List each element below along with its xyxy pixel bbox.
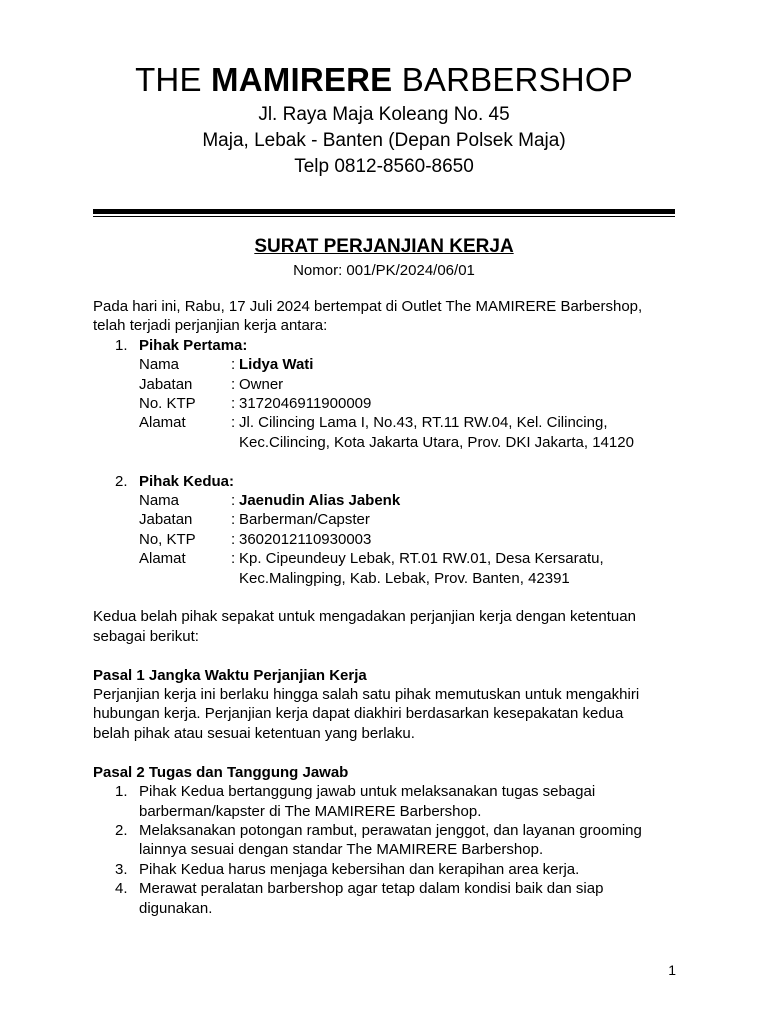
intro-line-2: telah terjadi perjanjian kerja antara: [93,317,328,335]
address-line-1: Jl. Raya Maja Koleang No. 45 [258,104,510,125]
address-line-2: Maja, Lebak - Banten (Depan Polsek Maja) [202,130,566,151]
intro-line-1: Pada hari ini, Rabu, 17 Juli 2024 bertempat di Outlet The MAMIRERE Barbershop, [93,298,643,315]
field-row: Alamat : Jl. Cilincing Lama I, No.43, RT.11 RW.04, Kel. Cilincing, [93,413,683,432]
agreement-line-1: Kedua belah pihak sepakat untuk mengadakan perjanjian kerja dengan ketentuan [93,608,636,626]
phone-number: Telp 0812-8560-8650 [294,156,474,177]
field-key: Alamat [139,550,186,568]
pasal-1-line: Perjanjian kerja ini berlaku hingga salah satu pihak memutuskan untuk mengakhiri [93,686,640,704]
field-row: Jabatan : Barberman/Capster [93,510,683,529]
document-body [93,297,683,918]
field-key: No. KTP [139,395,196,413]
party-label: Pihak Kedua: [139,472,235,490]
pasal-1-heading: Pasal 1 Jangka Waktu Perjanjian Kerja [93,666,367,684]
party-label: Pihak Pertama: [139,336,248,354]
field-key: Nama [139,356,180,374]
field-key: Jabatan [139,511,193,529]
pasal-2-heading: Pasal 2 Tugas dan Tanggung Jawab [93,763,349,781]
party-number: 2. [115,472,128,490]
field-row: No. KTP : 3172046911900009 [93,394,683,413]
field-key: No, KTP [139,530,196,548]
document-number: Nomor: 001/PK/2024/06/01 [293,262,475,279]
field-row: Nama : Jaenudin Alias Jabenk [93,491,683,510]
party-first [93,336,683,452]
field-row: Alamat : Kp. Cipeundeuy Lebak, RT.01 RW.01, Desa Kersaratu, [93,549,683,568]
list-item: 1. Pihak Kedua bertanggung jawab untuk melaksanakan tugas sebagai barberman/kapster di The MAMIRERE Barbershop. [115,783,596,820]
header-divider-thin [93,216,675,217]
party-number: 1. [115,336,128,354]
pasal-1-line: hubungan kerja. Perjanjian kerja dapat diakhiri berdasarkan kesepakatan kedua [93,705,624,723]
field-key: Alamat [139,414,186,432]
list-item: 3. Pihak Kedua harus menjaga kebersihan dan kerapihan area kerja. [115,860,580,878]
field-key: Nama [139,492,180,510]
field-value: 3172046911900009 [239,395,372,413]
field-value: Jaenudin Alias Jabenk [239,492,401,510]
field-row: Jabatan : Owner [93,375,683,394]
letterhead [0,58,768,180]
field-value: Lidya Wati [239,356,314,374]
agreement-line-2: sebagai berikut: [93,627,199,645]
company-name: THE MAMIRERE BARBERSHOP [135,61,633,98]
field-row: Nama : Lidya Wati [93,355,683,374]
field-value: Owner [239,375,284,393]
field-value: Barberman/Capster [239,511,370,529]
document-title: SURAT PERJANJIAN KERJA [254,236,514,257]
header-divider-thick [93,209,675,214]
list-item: 4. Merawat peralatan barbershop agar tetap dalam kondisi baik dan siap digunakan. [115,880,604,917]
field-value: 3602012110930003 [239,530,372,548]
pasal-1-line: belah pihak atau sesuai ketentuan yang berlaku. [93,724,415,742]
field-value: Jl. Cilincing Lama I, No.43, RT.11 RW.04, Kel. Cilincing, [239,414,608,432]
list-item: 2. Melaksanakan potongan rambut, perawatan jenggot, dan layanan grooming lainnya sesuai dengan standar The MAMIRERE Barbershop. [115,821,642,859]
field-key: Jabatan [139,375,193,393]
page-number: 1 [668,962,676,978]
address-continuation: Kec.Malingping, Kab. Lebak, Prov. Banten, 42391 [239,569,570,587]
party-second [93,472,683,588]
field-row: No, KTP : 3602012110930003 [93,530,683,549]
field-value: Kp. Cipeundeuy Lebak, RT.01 RW.01, Desa Kersaratu, [239,550,604,568]
address-continuation: Kec.Cilincing, Kota Jakarta Utara, Prov. DKI Jakarta, 14120 [239,433,634,451]
